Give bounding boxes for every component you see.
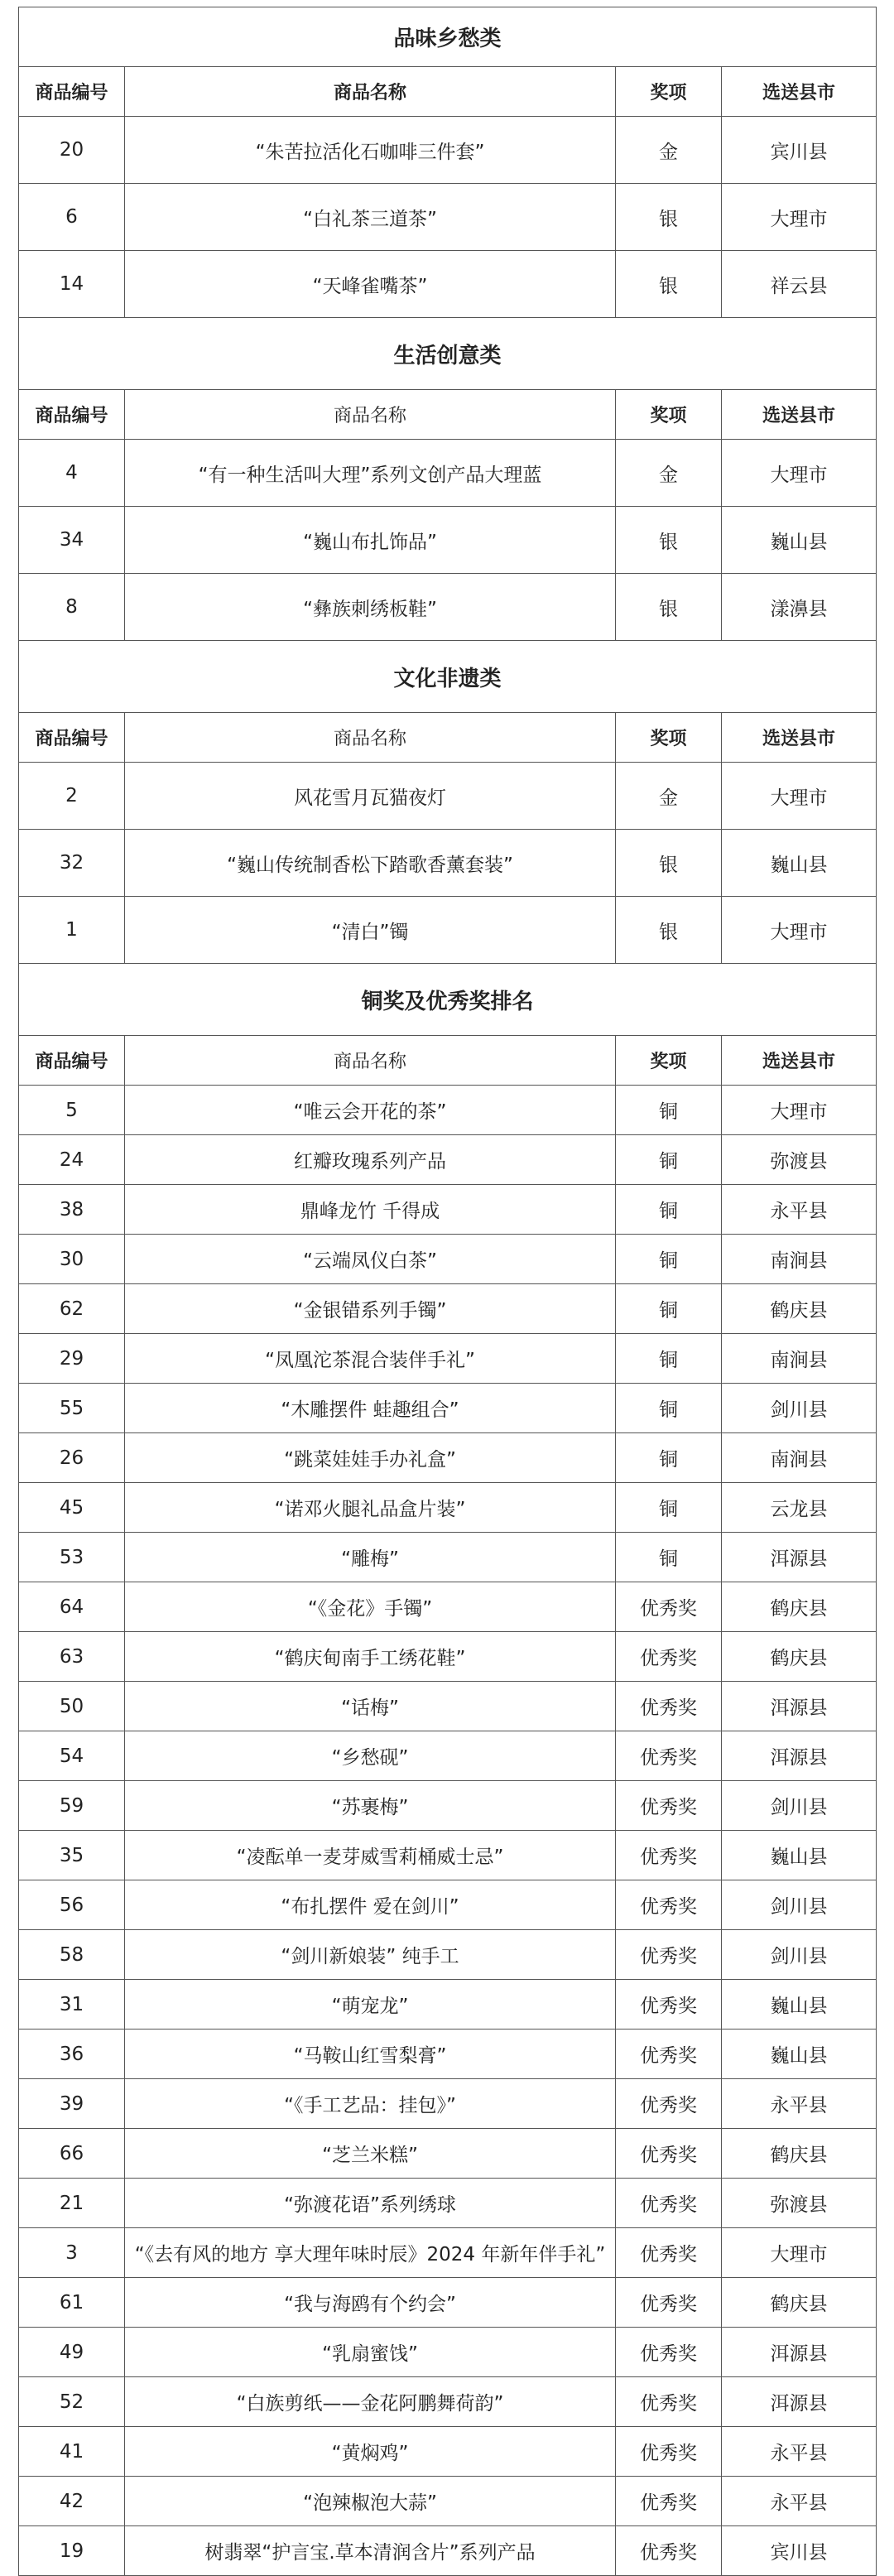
award-level: 银 [616,574,722,641]
header-product-name: 商品名称 [125,713,616,763]
award-table-sheet [18,7,876,2576]
header-product-id: 商品编号 [19,67,125,117]
product-id: 30 [19,1235,125,1284]
product-name: “话梅” [125,1682,616,1731]
table-row [19,1582,877,1632]
award-level: 优秀奖 [616,1682,722,1731]
table-row [19,2079,877,2129]
table-row [19,1334,877,1384]
table-row [19,2328,877,2377]
column-header-row [19,713,877,763]
product-name: “我与海鸥有个约会” [125,2278,616,2328]
county: 弥渡县 [722,2179,877,2228]
product-name: “乡愁砚” [125,1731,616,1781]
product-id: 8 [19,574,125,641]
product-name: “萌宠龙” [125,1980,616,2030]
product-id: 50 [19,1682,125,1731]
county: 洱源县 [722,2328,877,2377]
header-award: 奖项 [616,390,722,440]
product-name: “朱苦拉活化石咖啡三件套” [125,117,616,184]
product-id: 31 [19,1980,125,2030]
award-level: 铜 [616,1433,722,1483]
county: 巍山县 [722,507,877,574]
product-name: 风花雪月瓦猫夜灯 [125,763,616,830]
product-id: 29 [19,1334,125,1384]
county: 永平县 [722,2079,877,2129]
award-level: 优秀奖 [616,1731,722,1781]
table-row [19,1533,877,1582]
product-id: 1 [19,897,125,964]
product-id: 64 [19,1582,125,1632]
header-county: 选送县市 [722,1036,877,1086]
table-row [19,1632,877,1682]
header-county: 选送县市 [722,390,877,440]
table-row [19,1781,877,1831]
table-row [19,2526,877,2576]
county: 大理市 [722,2228,877,2278]
award-level: 优秀奖 [616,1930,722,1980]
award-level: 优秀奖 [616,1781,722,1831]
product-id: 4 [19,440,125,507]
product-name: “云端凤仪白茶” [125,1235,616,1284]
award-level: 优秀奖 [616,2278,722,2328]
product-id: 41 [19,2427,125,2477]
product-name: “木雕摆件 蛙趣组合” [125,1384,616,1433]
award-level: 优秀奖 [616,1632,722,1682]
product-name: “白族剪纸——金花阿鹏舞荷韵” [125,2377,616,2427]
section-title: 文化非遗类 [19,641,877,713]
product-name: “金银错系列手镯” [125,1284,616,1334]
table-row [19,1135,877,1185]
header-county: 选送县市 [722,713,877,763]
award-level: 优秀奖 [616,2179,722,2228]
county: 漾濞县 [722,574,877,641]
product-id: 52 [19,2377,125,2427]
award-level: 优秀奖 [616,2030,722,2079]
product-name: “乳扇蜜饯” [125,2328,616,2377]
header-county: 选送县市 [722,67,877,117]
table-row [19,1086,877,1135]
award-level: 铜 [616,1334,722,1384]
county: 永平县 [722,2477,877,2526]
header-product-name: 商品名称 [125,390,616,440]
product-name: 红瓣玫瑰系列产品 [125,1135,616,1185]
table-row [19,2228,877,2278]
table-row [19,2179,877,2228]
table-row [19,2030,877,2079]
award-level: 铜 [616,1086,722,1135]
award-level: 优秀奖 [616,2328,722,2377]
award-level: 优秀奖 [616,2228,722,2278]
award-level: 铜 [616,1185,722,1235]
product-name: “天峰雀嘴茶” [125,251,616,318]
award-level: 优秀奖 [616,2079,722,2129]
product-id: 3 [19,2228,125,2278]
product-id: 35 [19,1831,125,1880]
county: 剑川县 [722,1781,877,1831]
product-id: 49 [19,2328,125,2377]
product-id: 20 [19,117,125,184]
table-row [19,2477,877,2526]
table-row [19,251,877,318]
award-level: 优秀奖 [616,2427,722,2477]
award-level: 金 [616,117,722,184]
table-row [19,1831,877,1880]
county: 大理市 [722,440,877,507]
county: 南涧县 [722,1235,877,1284]
county: 宾川县 [722,2526,877,2576]
product-id: 24 [19,1135,125,1185]
county: 鹤庆县 [722,2129,877,2179]
award-level: 银 [616,507,722,574]
award-level: 银 [616,184,722,251]
table-row [19,830,877,897]
column-header-row [19,390,877,440]
product-name: “马鞍山红雪梨膏” [125,2030,616,2079]
header-award: 奖项 [616,1036,722,1086]
product-id: 63 [19,1632,125,1682]
award-level: 优秀奖 [616,2377,722,2427]
product-id: 45 [19,1483,125,1533]
product-id: 56 [19,1880,125,1930]
product-name: “《金花》手镯” [125,1582,616,1632]
award-level: 金 [616,440,722,507]
award-level: 铜 [616,1483,722,1533]
county: 鹤庆县 [722,1284,877,1334]
product-name: “巍山布扎饰品” [125,507,616,574]
award-level: 银 [616,830,722,897]
product-name: “白礼茶三道茶” [125,184,616,251]
table-row [19,2129,877,2179]
county: 剑川县 [722,1930,877,1980]
header-product-id: 商品编号 [19,390,125,440]
table-row [19,1980,877,2030]
product-name: “芝兰米糕” [125,2129,616,2179]
product-name: “凤凰沱茶混合装伴手礼” [125,1334,616,1384]
table-row [19,1731,877,1781]
county: 南涧县 [722,1433,877,1483]
product-id: 36 [19,2030,125,2079]
table-row [19,2427,877,2477]
county: 洱源县 [722,1533,877,1582]
product-name: “凌酝单一麦芽威雪莉桶威士忌” [125,1831,616,1880]
county: 巍山县 [722,830,877,897]
county: 永平县 [722,2427,877,2477]
county: 大理市 [722,763,877,830]
product-name: “弥渡花语”系列绣球 [125,2179,616,2228]
product-id: 42 [19,2477,125,2526]
header-award: 奖项 [616,713,722,763]
product-name: “唯云会开花的茶” [125,1086,616,1135]
award-level: 优秀奖 [616,2526,722,2576]
column-header-row [19,1036,877,1086]
award-level: 金 [616,763,722,830]
product-name: “泡辣椒泡大蒜” [125,2477,616,2526]
award-level: 银 [616,897,722,964]
product-id: 59 [19,1781,125,1831]
product-name: “黄焖鸡” [125,2427,616,2477]
product-id: 14 [19,251,125,318]
product-name: “彝族刺绣板鞋” [125,574,616,641]
header-product-id: 商品编号 [19,713,125,763]
table-row [19,1682,877,1731]
county: 大理市 [722,1086,877,1135]
award-level: 优秀奖 [616,2129,722,2179]
county: 巍山县 [722,1980,877,2030]
award-level: 铜 [616,1384,722,1433]
table-row [19,440,877,507]
product-id: 58 [19,1930,125,1980]
section-title-row [19,318,877,390]
table-row [19,184,877,251]
product-name: “苏裹梅” [125,1781,616,1831]
product-id: 2 [19,763,125,830]
table-row [19,763,877,830]
award-level: 优秀奖 [616,1880,722,1930]
product-name: “《去有风的地方 享大理年味时辰》2024 年新年伴手礼” [125,2228,616,2278]
product-name: 鼎峰龙竹 千得成 [125,1185,616,1235]
product-id: 38 [19,1185,125,1235]
section-title: 品味乡愁类 [19,7,877,67]
product-id: 5 [19,1086,125,1135]
header-product-name: 商品名称 [125,67,616,117]
product-name: “清白”镯 [125,897,616,964]
product-id: 6 [19,184,125,251]
award-level: 优秀奖 [616,2477,722,2526]
product-name: “雕梅” [125,1533,616,1582]
column-header-row [19,67,877,117]
award-level: 铜 [616,1135,722,1185]
table-row [19,2278,877,2328]
county: 鹤庆县 [722,1582,877,1632]
product-id: 66 [19,2129,125,2179]
section-title-row [19,964,877,1036]
county: 洱源县 [722,1731,877,1781]
product-id: 26 [19,1433,125,1483]
header-product-name: 商品名称 [125,1036,616,1086]
product-id: 62 [19,1284,125,1334]
award-level: 银 [616,251,722,318]
award-level: 优秀奖 [616,1831,722,1880]
award-table-body [19,7,877,2576]
table-row [19,2377,877,2427]
header-product-id: 商品编号 [19,1036,125,1086]
product-id: 21 [19,2179,125,2228]
table-row [19,1433,877,1483]
table-row [19,1235,877,1284]
product-name: “巍山传统制香松下踏歌香薰套装” [125,830,616,897]
county: 大理市 [722,897,877,964]
header-award: 奖项 [616,67,722,117]
product-id: 32 [19,830,125,897]
county: 巍山县 [722,1831,877,1880]
section-title-row [19,7,877,67]
county: 剑川县 [722,1384,877,1433]
table-row [19,1384,877,1433]
product-name: “跳菜娃娃手办礼盒” [125,1433,616,1483]
product-id: 39 [19,2079,125,2129]
award-level: 优秀奖 [616,1582,722,1632]
county: 洱源县 [722,2377,877,2427]
county: 永平县 [722,1185,877,1235]
product-id: 54 [19,1731,125,1781]
table-row [19,1930,877,1980]
county: 剑川县 [722,1880,877,1930]
award-level: 铜 [616,1284,722,1334]
county: 宾川县 [722,117,877,184]
county: 南涧县 [722,1334,877,1384]
section-title: 铜奖及优秀奖排名 [19,964,877,1036]
award-level: 铜 [616,1533,722,1582]
county: 鹤庆县 [722,1632,877,1682]
product-name: “鹤庆甸南手工绣花鞋” [125,1632,616,1682]
county: 巍山县 [722,2030,877,2079]
award-level: 铜 [616,1235,722,1284]
section-title: 生活创意类 [19,318,877,390]
county: 洱源县 [722,1682,877,1731]
county: 弥渡县 [722,1135,877,1185]
product-name: “《手工艺品：挂包》” [125,2079,616,2129]
county: 祥云县 [722,251,877,318]
award-table [18,7,877,2576]
product-name: “有一种生活叫大理”系列文创产品大理蓝 [125,440,616,507]
section-title-row [19,641,877,713]
county: 云龙县 [722,1483,877,1533]
product-name: “布扎摆件 爱在剑川” [125,1880,616,1930]
product-name: 树翡翠“护言宝.草本清润含片”系列产品 [125,2526,616,2576]
award-level: 优秀奖 [616,1980,722,2030]
table-row [19,574,877,641]
product-id: 55 [19,1384,125,1433]
table-row [19,117,877,184]
product-name: “剑川新娘装” 纯手工 [125,1930,616,1980]
product-name: “诺邓火腿礼品盒片装” [125,1483,616,1533]
county: 鹤庆县 [722,2278,877,2328]
table-row [19,1880,877,1930]
table-row [19,1185,877,1235]
product-id: 61 [19,2278,125,2328]
county: 大理市 [722,184,877,251]
product-id: 34 [19,507,125,574]
table-row [19,1284,877,1334]
product-id: 53 [19,1533,125,1582]
table-row [19,897,877,964]
table-row [19,1483,877,1533]
product-id: 19 [19,2526,125,2576]
table-row [19,507,877,574]
